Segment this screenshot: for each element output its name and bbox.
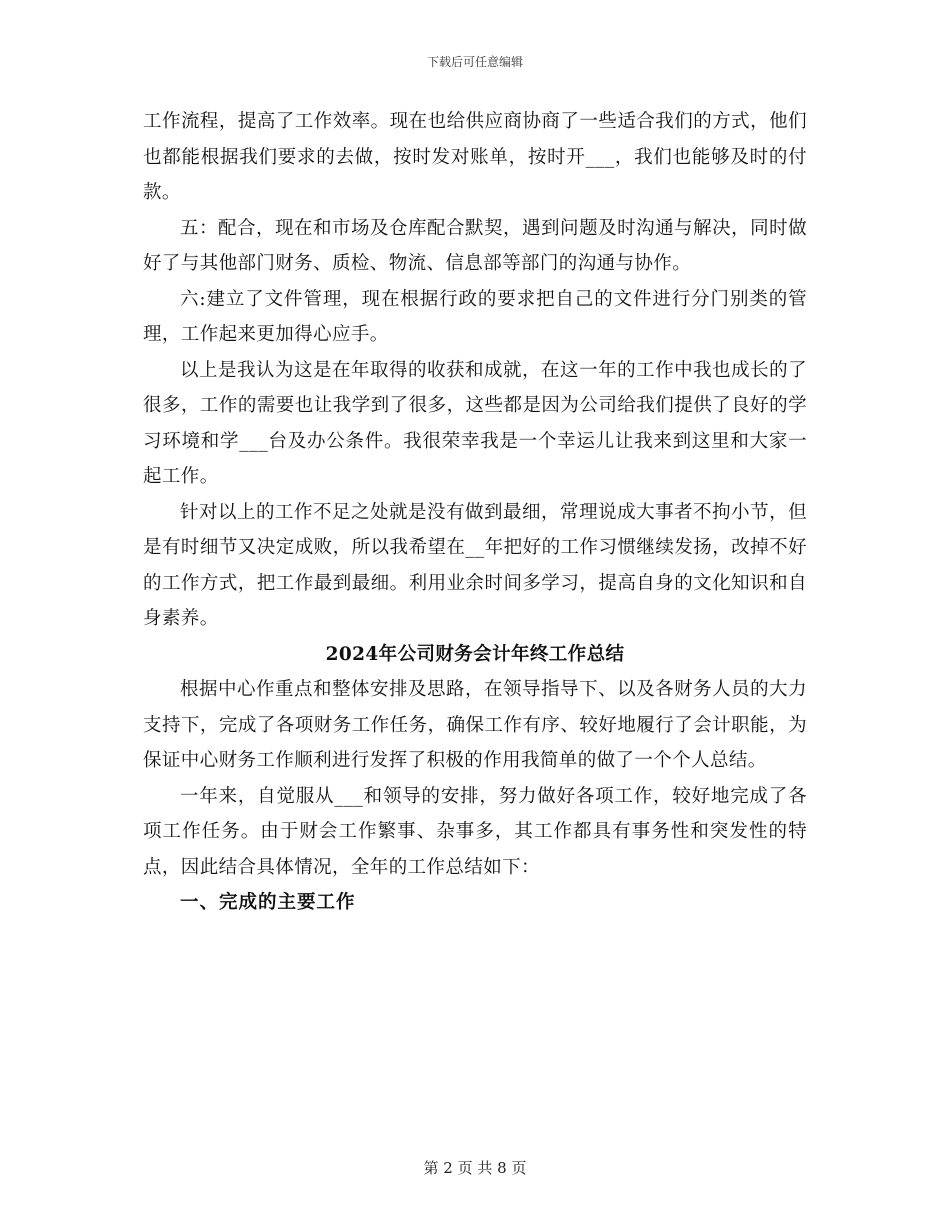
paragraph-achievements: 以上是我认为这是在年取得的收获和成就，在这一年的工作中我也成长的了很多，工作的需要也让我学到了很多，这些都是因为公司给我们提供了良好的学习环境和学___台及办公条件。我很荣幸我是一个幸运儿让我来到这里和大家一起工作。 bbox=[143, 359, 807, 487]
paragraph-cooperation: 五：配合，现在和市场及仓库配合默契，遇到问题及时沟通与解决，同时做好了与其他部门财务、质检、物流、信息部等部门的沟通与协作。 bbox=[143, 217, 807, 274]
document-body bbox=[143, 104, 807, 921]
page-footer: 第 2 页 共 8 页 bbox=[423, 1159, 527, 1177]
paragraph-workflow: 工作流程，提高了工作效率。现在也给供应商协商了一些适合我们的方式，他们也都能根据我们要求的去做，按时发对账单，按时开___，我们也能够及时的付款。 bbox=[143, 111, 807, 203]
paragraph-file-management: 六:建立了文件管理，现在根据行政的要求把自己的文件进行分门别类的管理，工作起来更加得心应手。 bbox=[143, 288, 807, 345]
page-header: 下载后可任意编辑 bbox=[426, 55, 523, 69]
paragraph-overview: 一年来，自觉服从___和领导的安排，努力做好各项工作，较好地完成了各项工作任务。由于财会工作繁事、杂事多，其工作都具有事务性和突发性的特点，因此结合具体情况，全年的工作总结如下： bbox=[143, 785, 807, 878]
section-heading: 一、完成的主要工作 bbox=[180, 892, 356, 913]
document-title: 2024年公司财务会计年终工作总结 bbox=[325, 643, 625, 665]
paragraph-introduction: 根据中心作重点和整体安排及思路，在领导指导下、以及各财务人员的大力支持下，完成了各项财务工作任务，确保工作有序、较好地履行了会计职能，为保证中心财务工作顺利进行发挥了积极的作用我简单的做了一个个人总结。 bbox=[143, 679, 807, 771]
paragraph-shortcomings: 针对以上的工作不足之处就是没有做到最细，常理说成大事者不拘小节，但是有时细节又决定成败，所以我希望在__年把好的工作习惯继续发扬，改掉不好的工作方式，把工作最到最细。利用业余时间多学习，提高自身的文化知识和自身素养。 bbox=[143, 501, 807, 629]
